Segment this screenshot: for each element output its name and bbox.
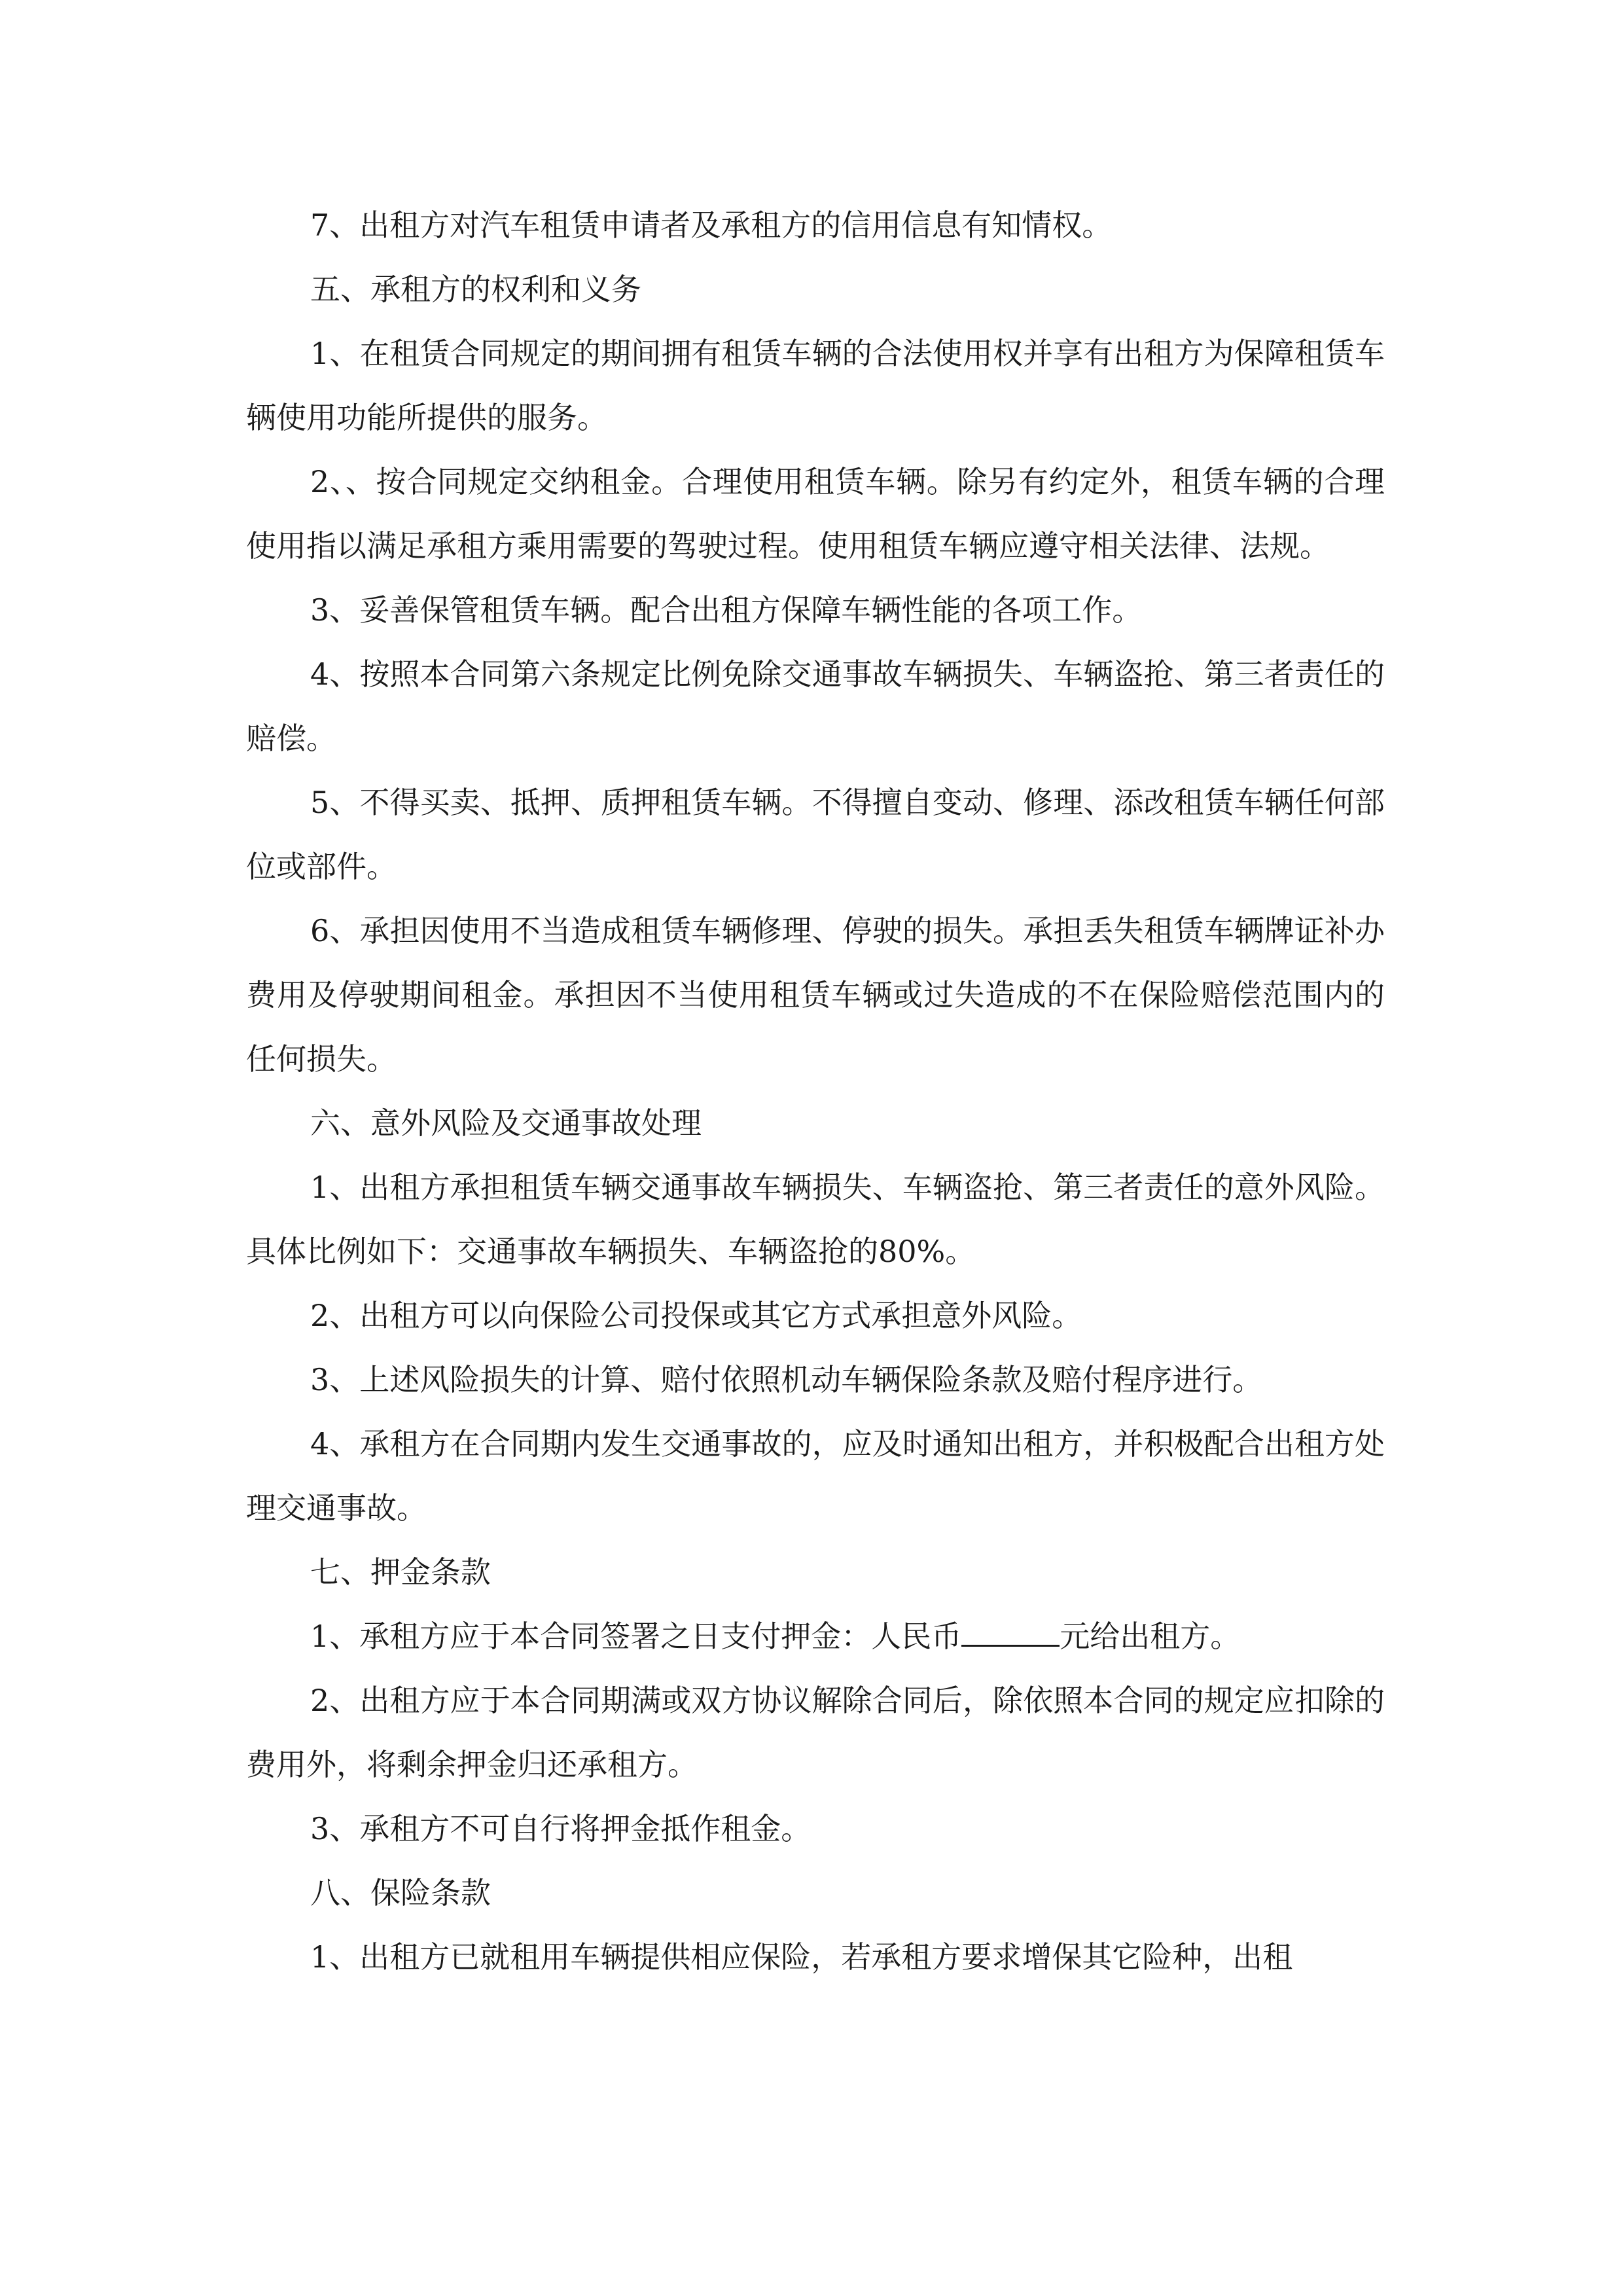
paragraph-8-1: 1、出租方已就租用车辆提供相应保险，若承租方要求增保其它险种，出租 bbox=[310, 1939, 1293, 1975]
paragraph-5-6: 6、承担因使用不当造成租赁车辆修理、停驶的损失。承担丢失租赁车辆牌证补办费用及停驶期间租金。承担因不当使用租赁车辆或过失造成的不在保险赔偿范围内的任何损失。 bbox=[246, 913, 1385, 1077]
section-heading-7: 七、押金条款 bbox=[310, 1554, 491, 1590]
paragraph-7-1 bbox=[246, 1604, 1385, 1668]
paragraph-5-1: 1、在租赁合同规定的期间拥有租赁车辆的合法使用权并享有出租方为保障租赁车辆使用功能所提供的服务。 bbox=[246, 336, 1385, 435]
paragraph-5-2: 2、、按合同规定交纳租金。合理使用租赁车辆。除另有约定外，租赁车辆的合理使用指以满足承租方乘用需要的驾驶过程。使用租赁车辆应遵守相关法律、法规。 bbox=[246, 464, 1385, 564]
paragraph-6-3: 3、上述风险损失的计算、赔付依照机动车辆保险条款及赔付程序进行。 bbox=[310, 1362, 1263, 1397]
paragraph-5-5: 5、不得买卖、抵押、质押租赁车辆。不得擅自变动、修理、添改租赁车辆任何部位或部件。 bbox=[246, 785, 1385, 884]
deposit-text-after: 元给出租方。 bbox=[1060, 1619, 1241, 1654]
deposit-amount-blank bbox=[961, 1611, 1060, 1647]
paragraph-5-4: 4、按照本合同第六条规定比例免除交通事故车辆损失、车辆盗抢、第三者责任的赔偿。 bbox=[246, 656, 1385, 756]
paragraph-7-2: 2、出租方应于本合同期满或双方协议解除合同后，除依照本合同的规定应扣除的费用外，将剩余押金归还承租方。 bbox=[246, 1683, 1385, 1782]
paragraph-6-2: 2、出租方可以向保险公司投保或其它方式承担意外风险。 bbox=[310, 1298, 1082, 1333]
section-heading-6: 六、意外风险及交通事故处理 bbox=[310, 1105, 702, 1141]
paragraph-7-3: 3、承租方不可自行将押金抵作租金。 bbox=[310, 1811, 812, 1846]
paragraph-6-1: 1、出租方承担租赁车辆交通事故车辆损失、车辆盗抢、第三者责任的意外风险。具体比例如下：交通事故车辆损失、车辆盗抢的80%。 bbox=[246, 1170, 1385, 1269]
paragraph-4-7: 7、出租方对汽车租赁申请者及承租方的信用信息有知情权。 bbox=[310, 207, 1113, 243]
paragraph-5-3: 3、妥善保管租赁车辆。配合出租方保障车辆性能的各项工作。 bbox=[310, 592, 1143, 628]
document-body bbox=[246, 193, 1385, 1989]
paragraph-6-4: 4、承租方在合同期内发生交通事故的，应及时通知出租方，并积极配合出租方处理交通事故。 bbox=[246, 1426, 1385, 1526]
section-heading-8: 八、保险条款 bbox=[310, 1875, 491, 1910]
section-heading-5: 五、承租方的权利和义务 bbox=[310, 272, 641, 307]
deposit-text-before: 1、承租方应于本合同签署之日支付押金：人民币 bbox=[310, 1619, 962, 1654]
